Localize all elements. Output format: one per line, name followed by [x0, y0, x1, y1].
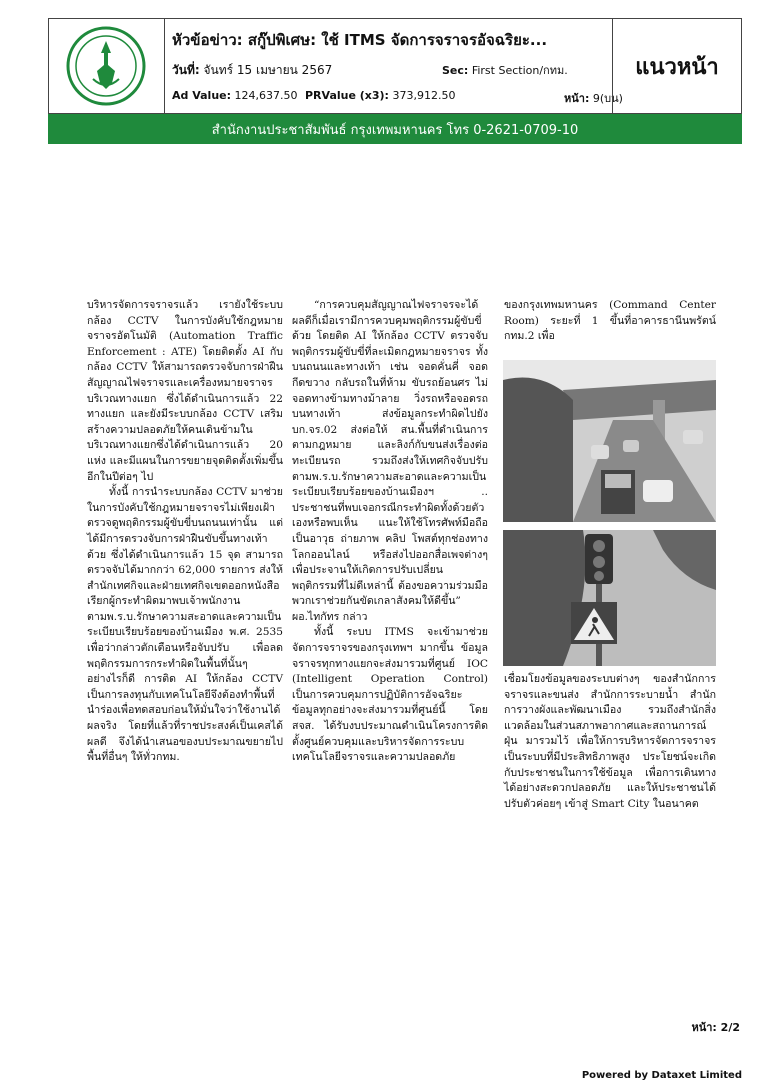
clipping-header — [48, 18, 742, 114]
date-label: วันที่: — [172, 63, 200, 77]
sec-value: First Section/กทม. — [471, 64, 568, 77]
pr-value: 373,912.50 — [392, 89, 456, 102]
date-row — [172, 61, 332, 80]
headline-label: หัวข้อข่าว: — [172, 31, 243, 49]
article-column-2 — [292, 298, 488, 766]
page-indicator: หน้า: 2/2 — [691, 1021, 740, 1034]
col1-paragraph-2: ทั้งนี้ การนำระบบกล้อง CCTV มาช่วยในการบังคับใช้กฎหมายจราจรไม่เพียงเฝ้าตรวจดูพฤติกรรมผู้ขับขี่บนถนนเท่านั้น แต่ได้มีการตรวงจับการฝ่าฝืนขับขึ้นทางเท้าด้วย ซึ่งได้ดำเนินการแล้ว 15 จุด สามารถตรวจจับได้มากกว่า 62,000 รายการ ส่งให้สำนักเทศกิจและฝ่ายเทศกิจเขตออกหนังสือเรียกผู้กระทำผิดมาพบเจ้าพนักงาน ตามพ.ร.บ.รักษาความสะอาดและความเป็นระเบียบเรียบร้อยของบ้านเมือง พ.ศ. 2535 เพื่อว่ากล่าวตักเตือนหรือจับปรับ เพื่อลดพฤติกรรมการกระทำผิดในพื้นที่นั้นๆ อย่างไรก็ดี การติด AI ให้กล้อง CCTV เป็นการลงทุนกับเทคโนโลยีจึงต้องทำพื้นที่นำร่องเพื่อทดสอบก่อนให้มั่นใจว่าใช้งานได้ผลจริง โดยที่แล้วที่ราชประสงค์เป็นเคสได้ผลดี จึงได้นำเสนอของบประมาณขยายไปพื้นที่อื่นๆ ให้ทั่วกทม. — [87, 486, 283, 764]
col2-paragraph-2: ทั้งนี้ ระบบ ITMS จะเข้ามาช่วยจัดการจราจรของกรุงเทพฯ มากขึ้น ข้อมูลจราจรทุกทางแยกจะส่งมารวมที่ศูนย์ IOC (Intelligent Operation Control) เป็นการควบคุมการปฏิบัติการอัจฉริยะ ข้อมูลทุกอย่างจะส่งมารวมที่ศูนย์นี้ โดย สจส. ได้รับงบประมาณดำเนินโครงการติดตั้งศูนย์ควบคุมและบริหารจัดการระบบเทคโนโลยีจราจรและความปลอดภัย — [292, 626, 488, 764]
bangkok-city-seal-icon — [55, 25, 157, 107]
agency-banner: สำนักงานประชาสัมพันธ์ กรุงเทพมหานคร โทร 0-2621-0709-10 — [48, 114, 742, 144]
pr-value-label: PRValue (x3): — [305, 89, 389, 102]
page-label: หน้า: — [564, 92, 590, 105]
col1-paragraph-1: บริหารจัดการจราจรแล้ว เรายังใช้ระบบกล้อง CCTV ในการบังคับใช้กฎหมายจราจรอัตโนมัติ (Automation Traffic Enforcement : ATE) โดยติดตั้ง AI กับกล้อง CCTV ให้สามารถตรวจจับการฝ่าฝืนสัญญาณไฟจราจรและเครื่องหมายจราจรบริเวณทางแยก ซึ่งได้ดำเนินการแล้ว 22 ทางแยก และยังมีระบบกล้อง CCTV เสริมสร้างความปลอดภัยให้คนเดินข้ามในบริเวณทางแยกซึ่งได้ดำเนินการแล้ว 20 แห่ง และมีแผนในการขยายจุดติดตั้งเพิ่มขึ้นอีกในปีต่อๆ ไป — [87, 299, 283, 483]
publication-name: แนวหน้า — [612, 19, 741, 113]
col3-top-text: ของกรุงเทพมหานคร (Command Center Room) ระยะที่ 1 ขึ้นที่อาคารธานีนพรัตน์ กทม.2 เพื่อ — [504, 299, 716, 343]
date-value: จันทร์ 15 เมษายน 2567 — [203, 63, 333, 77]
ad-value: 124,637.50 — [234, 89, 298, 102]
page-value: 9(บน) — [592, 92, 623, 105]
value-row — [172, 89, 455, 102]
headline-row — [172, 28, 547, 52]
article-column-3-top — [504, 298, 716, 345]
sec-label: Sec: — [442, 64, 469, 77]
clipping-meta — [172, 19, 623, 113]
article-column-3-bottom — [504, 672, 716, 812]
pedestrian-signal-photo-icon — [503, 530, 716, 666]
headline-text: สกู๊ปพิเศษ: ใช้ ITMS จัดการจราจรอัจฉริยะ... — [247, 31, 548, 49]
col3-bottom-text: เชื่อมโยงข้อมูลของระบบต่างๆ ของสำนักการจราจรและขนส่ง สำนักการระบายน้ำ สำนักการวางผังและพัฒนาเมือง รวมถึงสำนักสิ่งแวดล้อมในส่วนสภาพอากาศและสถานการณ์ฝุ่น มารวมไว้ เพื่อให้การบริหารจัดการจราจรเป็นระบบที่มีประสิทธิภาพสูง ประโยชน์จะเกิดกับประชาชนในการใช้ข้อมูล เพื่อการเดินทางได้อย่างสะดวกปลอดภัย และให้ประชาชนได้ปรับตัวค่อยๆ เข้าสู่ Smart City ในอนาคต — [504, 673, 716, 810]
powered-by-text: Powered by Dataxet Limited — [581, 1070, 742, 1081]
traffic-road-photo-icon — [503, 360, 716, 522]
ad-value-label: Ad Value: — [172, 89, 232, 102]
article-column-1 — [87, 298, 283, 766]
col2-paragraph-1: “การควบคุมสัญญาณไฟจราจรจะได้ผลดีก็เมื่อเรามีการควบคุมพฤติกรรมผู้ขับขี่ด้วย โดยติด AI ให้กล้อง CCTV ตรวจจับพฤติกรรมผู้ขับขี่ที่ละเมิดกฎหมายจราจร ทั้งบนถนนและทางเท้า เช่น จอดคั่นคี่ จอดกีดขวาง กลับรถในที่ห้าม ขับรถย้อนศร ไม่จอดทางข้ามทางม้าลาย วิ่งรถหรือจอดรถบนทางเท้า ส่งข้อมูลกระทำผิดไปยัง บก.จร.02 ส่งต่อให้ สน.พื้นที่ดำเนินการตามกฎหมาย และลิงก์กับขนส่งเรื่องต่อทะเบียนรถ รวมถึงส่งให้เทศกิจจับปรับตามพ.ร.บ.รักษาความสะอาดและความเป็นระเบียบเรียบร้อยของบ้านเมืองฯ .. ประชาชนที่พบเจอกรณีกระทำผิดทั้งด้วยตัวเองหรือพบเห็น แนะให้ใช้โทรศัพท์มือถือเป็นอาวุธ ถ่ายภาพ คลิป โพสต์ทุกช่องทางโลกออนไลน์ หรือส่งไปออกสื่อเพจต่างๆ เพื่อประจานให้เกิดการปรับเปลี่ยนพฤติกรรมที่ไม่ดีเหล่านี้ ต้องขอความร่วมมือพวกเราช่วยกันขัดเกลาสังคมให้ดีขึ้น” ผอ.ไทกัทร กล่าว — [292, 299, 488, 623]
section-row — [442, 61, 568, 79]
logo-box — [49, 19, 165, 113]
